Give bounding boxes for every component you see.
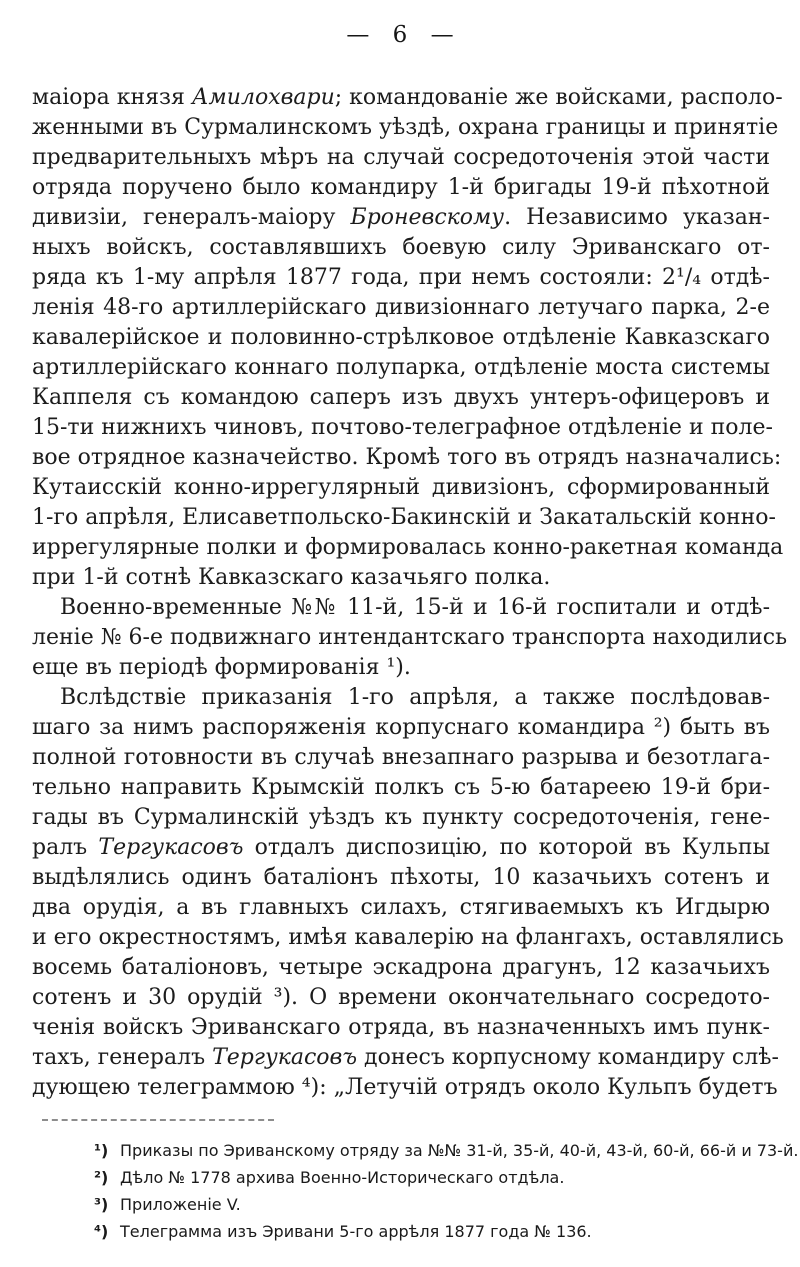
text-line bbox=[32, 353, 770, 383]
text-run: дующею телеграммою ⁴): „Летучій отрядъ около Кульпъ будетъ bbox=[32, 1075, 778, 1100]
text-line bbox=[32, 83, 783, 113]
text-run: ченія войскъ Эриванскаго отряда, въ назначенныхъ имъ пунк- bbox=[32, 1015, 770, 1040]
text-line bbox=[32, 413, 773, 443]
text-line bbox=[32, 473, 770, 503]
person-name: Тергукасовъ bbox=[98, 835, 244, 860]
text-run: Военно-временные №№ 11-й, 15-й и 16-й госпитали и отдѣ- bbox=[60, 595, 770, 620]
text-run: кавалерійское и половинно-стрѣлковое отдѣленіе Кавказскаго bbox=[32, 325, 770, 350]
text-run: отряда поручено было командиру 1-й бригады 19-й пѣхотной bbox=[32, 175, 770, 200]
text-line bbox=[32, 383, 770, 413]
text-run: отдалъ диспозицію, по которой въ Кульпы bbox=[243, 835, 770, 860]
text-line bbox=[32, 833, 770, 863]
text-run: тахъ, генералъ bbox=[32, 1045, 213, 1070]
text-run: при 1-й сотнѣ Кавказскаго казачьяго полка. bbox=[32, 565, 551, 590]
text-line bbox=[32, 623, 788, 653]
text-run: полной готовности въ случаѣ внезапнаго разрыва и безотлага- bbox=[32, 745, 770, 770]
text-line bbox=[32, 923, 784, 953]
footnote-text: Телеграмма изъ Эривани 5-го аррѣля 1877 года № 136. bbox=[120, 1222, 592, 1241]
person-name: Тергукасовъ bbox=[212, 1045, 358, 1070]
text-line bbox=[32, 773, 770, 803]
text-run: ; командованіе же войсками, располо- bbox=[334, 85, 783, 110]
text-line bbox=[32, 113, 779, 143]
text-line bbox=[32, 1013, 770, 1043]
text-run: и его окрестностямъ, имѣя кавалерію на флангахъ, оставлялись bbox=[32, 925, 784, 950]
text-run: два орудія, а въ главныхъ силахъ, стягиваемыхъ къ Игдырю bbox=[32, 895, 770, 920]
text-line bbox=[32, 203, 770, 233]
text-run: леніе № 6-е подвижнаго интендантскаго транспорта находились bbox=[32, 625, 788, 650]
footnote-marker: ³) bbox=[94, 1195, 109, 1214]
text-run: донесъ корпусному командиру слѣ- bbox=[357, 1045, 779, 1070]
text-run: сотенъ и 30 орудій ³). О времени окончательнаго сосредото- bbox=[32, 985, 770, 1010]
text-line bbox=[32, 593, 770, 623]
text-run: гады въ Сурмалинскій уѣздъ къ пункту сосредоточенія, гене- bbox=[32, 805, 770, 830]
text-line bbox=[32, 233, 770, 263]
book-page bbox=[0, 20, 800, 1267]
text-line bbox=[32, 743, 770, 773]
text-run: . Независимо указан- bbox=[504, 205, 770, 230]
text-line bbox=[32, 953, 770, 983]
footnote-item bbox=[94, 1137, 799, 1164]
footnote-list bbox=[94, 1137, 799, 1245]
person-name: Амилохвари bbox=[191, 85, 335, 110]
text-line bbox=[32, 533, 784, 563]
text-run: предварительныхъ мѣръ на случай сосредоточенія этой части bbox=[32, 145, 770, 170]
text-line bbox=[32, 863, 770, 893]
footnote-separator bbox=[42, 1119, 274, 1121]
text-line bbox=[32, 803, 770, 833]
text-line bbox=[32, 323, 770, 353]
text-run: артиллерійскаго коннаго полупарка, отдѣленіе моста системы bbox=[32, 355, 770, 380]
text-line bbox=[32, 1043, 779, 1073]
text-line bbox=[32, 293, 770, 323]
text-line bbox=[32, 683, 770, 713]
text-run: ныхъ войскъ, составлявшихъ боевую силу Эриванскаго от- bbox=[32, 235, 770, 260]
text-line bbox=[32, 173, 770, 203]
footnote-text: Приказы по Эриванскому отряду за №№ 31-й, 35-й, 40-й, 43-й, 60-й, 66-й и 73-й. bbox=[120, 1141, 799, 1160]
text-run: еще въ періодѣ формированія ¹). bbox=[32, 655, 411, 680]
footnote-item bbox=[94, 1164, 770, 1191]
text-line bbox=[32, 143, 770, 173]
text-run: ленія 48-го артиллерійскаго дивизіоннаго летучаго парка, 2-е bbox=[32, 295, 770, 320]
footnote-marker: ⁴) bbox=[94, 1222, 109, 1241]
text-run: женными въ Сурмалинскомъ уѣздѣ, охрана границы и принятіе bbox=[32, 115, 779, 140]
text-run: 15-ти нижнихъ чиновъ, почтово-телеграфное отдѣленіе и поле- bbox=[32, 415, 773, 440]
text-run: Кутаисскій конно-иррегулярный дивизіонъ, сформированный bbox=[32, 475, 770, 500]
text-run: ралъ bbox=[32, 835, 99, 860]
text-run: Вслѣдствіе приказанія 1-го апрѣля, а также послѣдовав- bbox=[60, 685, 770, 710]
text-run: вое отрядное казначейство. Кромѣ того въ отрядъ назначались: bbox=[32, 445, 782, 470]
text-line bbox=[32, 263, 770, 293]
text-line bbox=[32, 443, 782, 473]
footnote-text: Дѣло № 1778 архива Военно-Историческаго отдѣла. bbox=[120, 1168, 565, 1187]
body-text bbox=[32, 83, 788, 1103]
footnote-item bbox=[94, 1191, 770, 1218]
text-run: шаго за нимъ распоряженія корпуснаго командира ²) быть въ bbox=[32, 715, 770, 740]
text-run: маіора князя bbox=[32, 85, 192, 110]
page-number: — 6 — bbox=[346, 22, 454, 48]
footnote-item bbox=[94, 1218, 770, 1245]
text-run: выдѣлялись одинъ баталіонъ пѣхоты, 10 казачьихъ сотенъ и bbox=[32, 865, 770, 890]
text-line bbox=[32, 713, 770, 743]
text-line bbox=[32, 983, 770, 1013]
text-run: тельно направить Крымскій полкъ съ 5-ю батареею 19-й бри- bbox=[32, 775, 770, 800]
text-run: ряда къ 1-му апрѣля 1877 года, при немъ состояли: 2¹/₄ отдѣ- bbox=[32, 265, 770, 290]
footnote-text: Приложеніе V. bbox=[120, 1195, 241, 1214]
text-run: иррегулярные полки и формировалась конно-ракетная команда bbox=[32, 535, 784, 560]
footnote-marker: ²) bbox=[94, 1168, 109, 1187]
text-run: 1-го апрѣля, Елисаветпольско-Бакинскій и Закатальскій конно- bbox=[32, 505, 776, 530]
text-line bbox=[32, 503, 776, 533]
footnote-marker: ¹) bbox=[94, 1141, 109, 1160]
person-name: Броневскому bbox=[350, 205, 505, 230]
text-line bbox=[32, 563, 770, 593]
text-run: восемь баталіоновъ, четыре эскадрона драгунъ, 12 казачьихъ bbox=[32, 955, 770, 980]
text-run: Каппеля съ командою саперъ изъ двухъ унтеръ-офицеровъ и bbox=[32, 385, 770, 410]
text-line bbox=[32, 653, 770, 683]
text-line bbox=[32, 1073, 778, 1103]
text-run: дивизіи, генералъ-маіору bbox=[32, 205, 351, 230]
text-line bbox=[32, 893, 770, 923]
